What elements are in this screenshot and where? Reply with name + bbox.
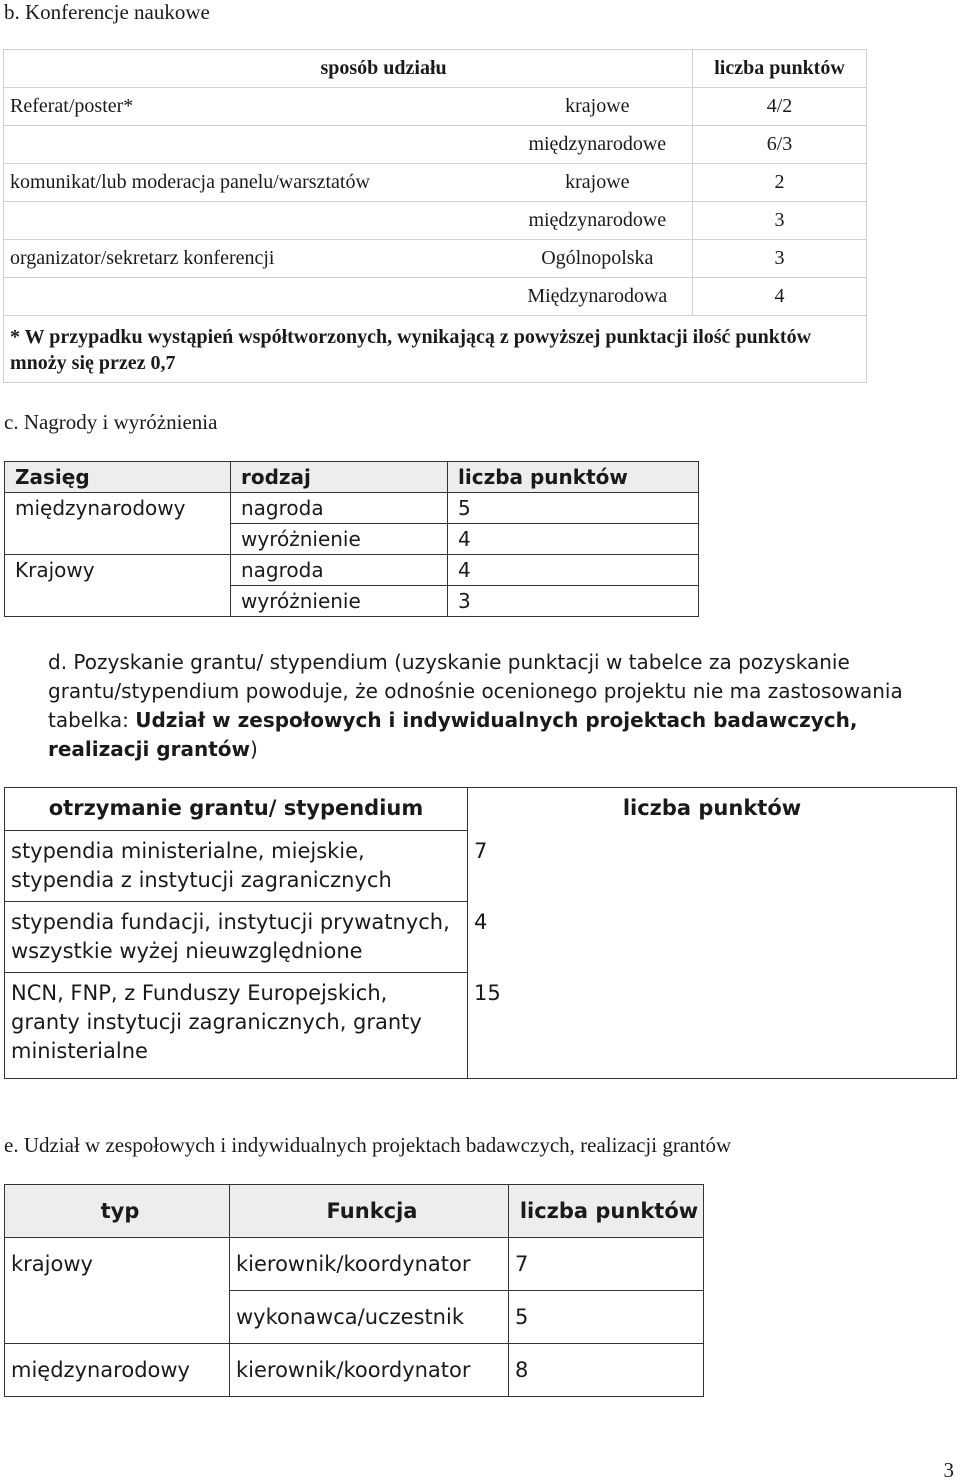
table-row [5, 586, 699, 617]
table-row [4, 278, 867, 316]
cell-type [4, 278, 503, 316]
cell-kind: wyróżnienie [231, 586, 448, 617]
cell-scope: międzynarodowe [503, 202, 693, 240]
cell-grant: NCN, FNP, z Funduszy Europejskich, granty instytucji zagranicznych, granty ministerialne [5, 973, 468, 1079]
cell-points: 6/3 [693, 126, 867, 164]
cell-scope: Krajowy [5, 555, 231, 586]
cell-points: 15 [468, 973, 957, 1079]
table-row [4, 164, 867, 202]
cell-points: 4 [448, 524, 699, 555]
cell-points: 7 [509, 1238, 704, 1291]
cell-points: 4/2 [693, 88, 867, 126]
header-type: typ [5, 1185, 230, 1238]
cell-points: 5 [448, 493, 699, 524]
cell-type: organizator/sekretarz konferencji [4, 240, 503, 278]
table-row [5, 973, 957, 1079]
section-b-title: b. Konferencje naukowe [4, 0, 210, 24]
header-points: liczba punktów [468, 788, 957, 831]
cell-type [4, 202, 503, 240]
cell-function: kierownik/koordynator [230, 1238, 509, 1291]
cell-kind: nagroda [231, 493, 448, 524]
table-header-row [5, 788, 957, 831]
projects-table [4, 1184, 704, 1397]
awards-table [4, 461, 699, 617]
coauthor-note: * W przypadku wystąpień współtworzonych, wynikającą z powyższej punktacji ilość punktów mnoży się przez 0,7 [4, 316, 867, 383]
cell-scope [5, 586, 231, 617]
header-function: Funkcja [230, 1185, 509, 1238]
cell-grant: stypendia fundacji, instytucji prywatnych, wszystkie wyżej nieuwzględnione [5, 902, 468, 973]
table-row [5, 1291, 704, 1344]
header-points: liczba punktów [509, 1185, 704, 1238]
cell-points: 3 [693, 240, 867, 278]
cell-scope [5, 524, 231, 555]
grants-table [4, 787, 957, 1079]
table-row [4, 126, 867, 164]
cell-function: wykonawca/uczestnik [230, 1291, 509, 1344]
cell-points: 4 [693, 278, 867, 316]
table-row [5, 1238, 704, 1291]
section-c-title: c. Nagrody i wyróżnienia [4, 410, 218, 434]
table-header-row [4, 50, 867, 88]
cell-type: międzynarodowy [5, 1344, 230, 1397]
cell-points: 4 [448, 555, 699, 586]
cell-scope: Międzynarodowa [503, 278, 693, 316]
cell-type: komunikat/lub moderacja panelu/warsztatów [4, 164, 503, 202]
conferences-table [3, 49, 867, 383]
table-row [5, 831, 957, 902]
cell-points: 2 [693, 164, 867, 202]
table-header-row [5, 462, 699, 493]
intro-text: d. Pozyskanie grantu/ stypendium (uzyskanie punktacji w tabelce za pozyskanie grantu/stypendium powoduje, że odnośnie ocenionego projektu nie ma zastosowania tabelka: [48, 650, 903, 732]
table-row [5, 1344, 704, 1397]
cell-points: 4 [468, 902, 957, 973]
cell-scope: Ogólnopolska [503, 240, 693, 278]
header-points: liczba punktów [693, 50, 867, 88]
cell-scope: krajowe [503, 88, 693, 126]
section-d-intro [48, 648, 948, 764]
intro-end: ) [250, 737, 258, 761]
header-empty [503, 50, 693, 88]
cell-points: 5 [509, 1291, 704, 1344]
table-row [5, 902, 957, 973]
header-scope: Zasięg [5, 462, 231, 493]
table-row [4, 240, 867, 278]
header-grant: otrzymanie grantu/ stypendium [5, 788, 468, 831]
cell-points: 3 [693, 202, 867, 240]
cell-type [4, 126, 503, 164]
cell-scope: międzynarodowe [503, 126, 693, 164]
header-points: liczba punktów [448, 462, 699, 493]
page-number: 3 [943, 1458, 954, 1482]
cell-points: 8 [509, 1344, 704, 1397]
cell-points: 3 [448, 586, 699, 617]
cell-scope: międzynarodowy [5, 493, 231, 524]
table-header-row [5, 1185, 704, 1238]
section-e-title: e. Udział w zespołowych i indywidualnych projektach badawczych, realizacji grantów [4, 1133, 732, 1157]
cell-type: krajowy [5, 1238, 230, 1291]
cell-scope: krajowe [503, 164, 693, 202]
header-participation: sposób udziału [4, 50, 503, 88]
note-row [4, 316, 867, 383]
table-row [4, 202, 867, 240]
cell-kind: nagroda [231, 555, 448, 586]
table-row [5, 493, 699, 524]
table-row [5, 524, 699, 555]
cell-type [5, 1291, 230, 1344]
intro-referenced-table: Udział w zespołowych i indywidualnych projektach badawczych, realizacji grantów [48, 708, 858, 761]
header-kind: rodzaj [231, 462, 448, 493]
cell-kind: wyróżnienie [231, 524, 448, 555]
cell-type: Referat/poster* [4, 88, 503, 126]
table-row [5, 555, 699, 586]
cell-function: kierownik/koordynator [230, 1344, 509, 1397]
table-row [4, 88, 867, 126]
cell-grant: stypendia ministerialne, miejskie, stypendia z instytucji zagranicznych [5, 831, 468, 902]
cell-points: 7 [468, 831, 957, 902]
